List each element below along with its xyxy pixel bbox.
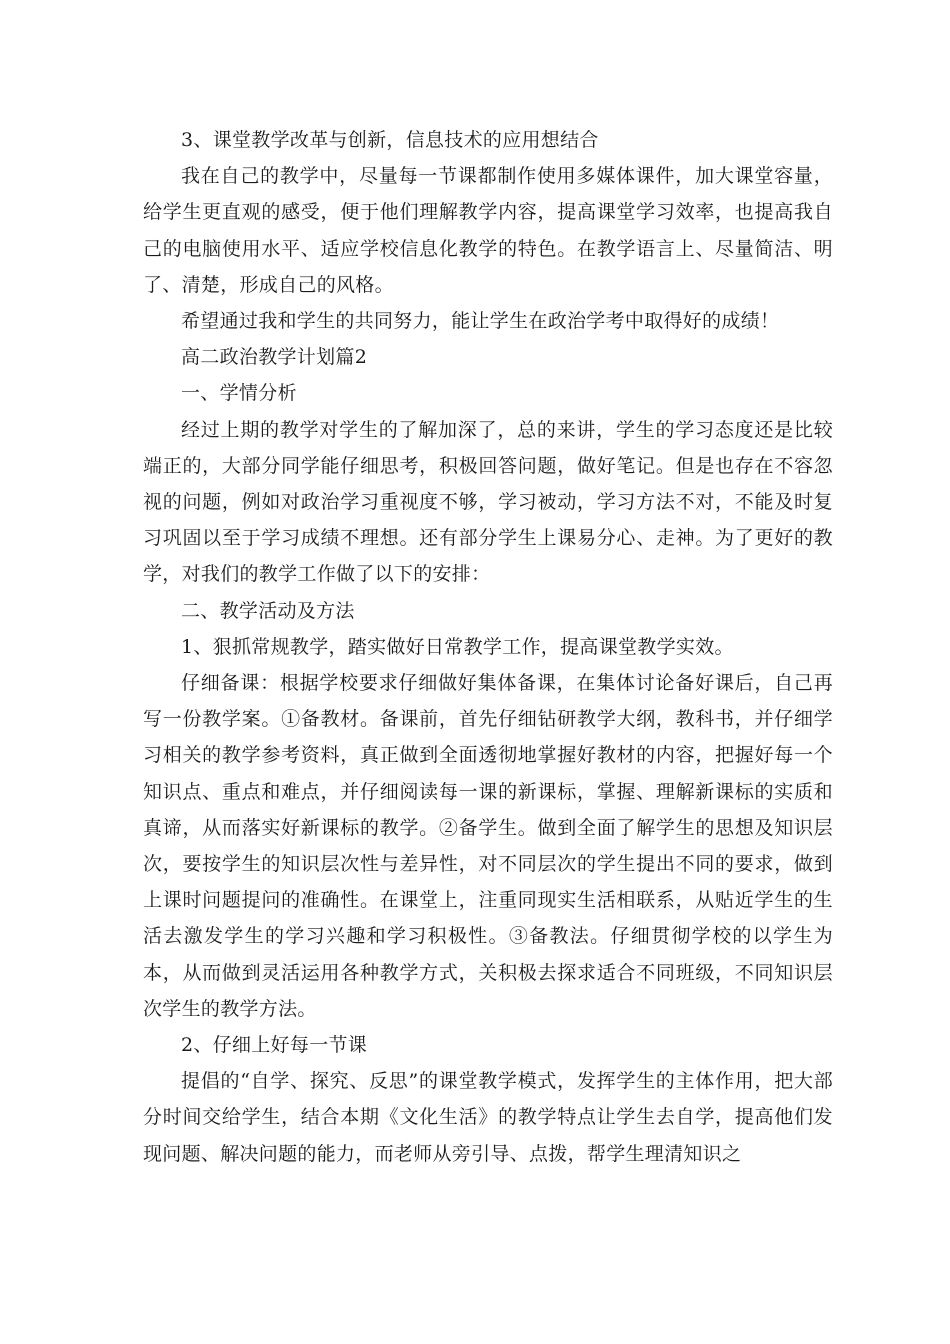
heading-teaching-activities: 二、教学活动及方法: [181, 599, 355, 622]
heading-every-lesson: 2、仔细上好每一节课: [181, 1034, 368, 1057]
heading-student-analysis: 一、学情分析: [181, 382, 297, 405]
paragraph-hope: 希望通过我和学生的共同努力，能让学生在政治学考中取得好的成绩！: [181, 310, 780, 333]
section-title-plan-2: 高二政治教学计划篇2: [181, 346, 368, 369]
paragraph-lesson-preparation: 仔细备课：根据学校要求仔细做好集体备课，在集体讨论备好课后，自己再写一份教学案。①备教材。备课前，首先仔细钻研教学大纲，教科书，并仔细学习相关的教学参考资料，真正做到全面透彻地掌握好教材的内容，把握好每一个知识点、重点和难点，并仔细阅读每一课的新课标，掌握、理解新课标的实质和真谛，从而落实好新课标的教学。②备学生。做到全面了解学生的思想及知识层次，要按学生的知识层次性与差异性，对不同层次的学生提出不同的要求，做到上课时问题提问的准确性。在课堂上，注重同现实生活相联系，从贴近学生的生活去激发学生的学习兴趣和学习积极性。③备教法。仔细贯彻学校的以学生为本，从而做到灵活运用各种教学方式，关积极去探求适合不同班级，不同知识层次学生的教学方法。: [143, 672, 833, 1020]
heading-routine-teaching: 1、狠抓常规教学，踏实做好日常教学工作，提高课堂教学实效。: [181, 635, 734, 658]
document-body: [143, 122, 833, 1172]
paragraph-multimedia-teaching: 我在自己的教学中，尽量每一节课都制作使用多媒体课件，加大课堂容量，给学生更直观的感受，便于他们理解教学内容，提高课堂学习效率，也提高我自己的电脑使用水平、适应学校信息化教学的特色。在教学语言上、尽量简洁、明了、清楚，形成自己的风格。: [143, 165, 833, 296]
paragraph-student-analysis: 经过上期的教学对学生的了解加深了，总的来讲，学生的学习态度还是比较端正的，大部分同学能仔细思考，积极回答问题，做好笔记。但是也存在不容忽视的问题，例如对政治学习重视度不够，学习被动，学习方法不对，不能及时复习巩固以至于学习成绩不理想。还有部分学生上课易分心、走神。为了更好的教学，对我们的教学工作做了以下的安排：: [143, 418, 833, 586]
paragraph-teaching-model: 提倡的“自学、探究、反思”的课堂教学模式，发挥学生的主体作用，把大部分时间交给学生，结合本期《文化生活》的教学特点让学生去自学，提高他们发现问题、解决问题的能力，而老师从旁引导、点拨，帮学生理清知识之: [143, 1070, 833, 1165]
paragraph-heading-classroom-reform: 3、课堂教学改革与创新，信息技术的应用想结合: [181, 129, 599, 151]
